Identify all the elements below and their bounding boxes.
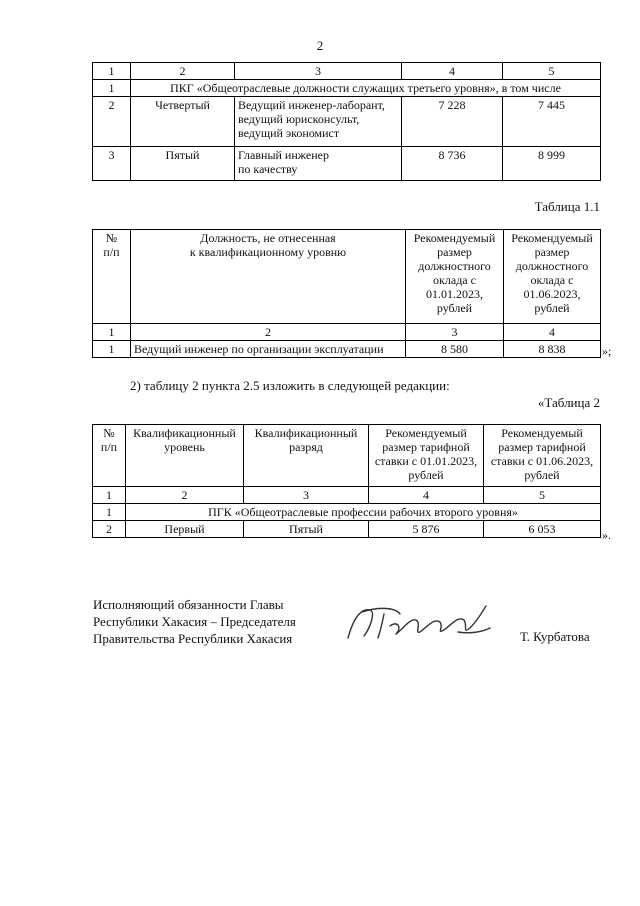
header-salary-jun: Рекомендуемый размер должностного оклада с 01.06.2023, рублей <box>504 230 601 324</box>
salary-value: 8 838 <box>504 341 601 358</box>
table-index-row <box>93 487 601 504</box>
salary-value: 7 445 <box>503 97 601 147</box>
index-cell: 1 <box>93 324 131 341</box>
qualification-level: Четвертый <box>131 97 235 147</box>
header-qualification-grade: Квалификационный разряд <box>244 425 369 487</box>
row-number: 3 <box>93 147 131 181</box>
index-cell: 4 <box>369 487 484 504</box>
header-rate-jun: Рекомендуемый размер тарифной ставки с 01.06.2023, рублей <box>484 425 601 487</box>
page-number: 2 <box>316 38 324 53</box>
index-cell: 1 <box>93 63 131 80</box>
signatory-name: Т. Курбатова <box>520 629 590 644</box>
qualification-grade: Пятый <box>244 521 369 538</box>
table-2 <box>92 424 601 538</box>
header-position: Должность, не отнесенная к квалификационному уровню <box>131 230 406 324</box>
index-cell: 1 <box>93 487 126 504</box>
header-qualification-level: Квалификационный уровень <box>126 425 244 487</box>
header-number: № п/п <box>93 230 131 324</box>
index-cell: 4 <box>504 324 601 341</box>
rate-value: 6 053 <box>484 521 601 538</box>
table-row <box>93 147 601 181</box>
position-name: Ведущий инженер по организации эксплуатации <box>131 341 406 358</box>
salary-value: 8 999 <box>503 147 601 181</box>
table-group-row: 1 ПКГ «Общеотраслевые должности служащих третьего уровня», в том числе <box>93 80 601 97</box>
index-cell: 2 <box>131 324 406 341</box>
row-number: 2 <box>93 521 126 538</box>
index-cell: 4 <box>402 63 503 80</box>
table-row <box>93 97 601 147</box>
row-number: 1 <box>93 341 131 358</box>
table-header-row <box>93 425 601 487</box>
index-cell: 2 <box>131 63 235 80</box>
group-title: ПГК «Общеотраслевые профессии рабочих второго уровня» <box>126 504 601 521</box>
position-name: Ведущий инженер-лаборант, ведущий юрисконсульт, ведущий экономист <box>235 97 402 147</box>
position-name: Главный инженер по качеству <box>235 147 402 181</box>
index-cell: 5 <box>503 63 601 80</box>
table-2-caption: «Таблица 2 <box>537 395 600 410</box>
table-row <box>93 521 601 538</box>
qualification-level: Пятый <box>131 147 235 181</box>
row-number: 2 <box>93 97 131 147</box>
table-2-closing-quote: ». <box>602 528 611 542</box>
salary-value: 8 580 <box>406 341 504 358</box>
table-1-1-closing-quote: »; <box>602 344 612 358</box>
table-1-1 <box>92 229 601 358</box>
table-group-row: 1 ПГК «Общеотраслевые профессии рабочих второго уровня» <box>93 504 601 521</box>
header-salary-jan: Рекомендуемый размер должностного оклада с 01.01.2023, рублей <box>406 230 504 324</box>
handwritten-signature <box>340 598 500 648</box>
table-1-1-caption: Таблица 1.1 <box>534 199 600 214</box>
rate-value: 5 876 <box>369 521 484 538</box>
salary-value: 8 736 <box>402 147 503 181</box>
table-index-row <box>93 63 601 80</box>
table-1-continuation <box>92 62 601 181</box>
index-cell: 3 <box>235 63 402 80</box>
index-cell: 2 <box>126 487 244 504</box>
index-cell: 3 <box>244 487 369 504</box>
table-header-row <box>93 230 601 324</box>
index-cell: 3 <box>406 324 504 341</box>
group-title: ПКГ «Общеотраслевые должности служащих третьего уровня», в том числе <box>131 80 601 97</box>
header-rate-jan: Рекомендуемый размер тарифной ставки с 01.01.2023, рублей <box>369 425 484 487</box>
header-number: № п/п <box>93 425 126 487</box>
signatory-title: Исполняющий обязанности Главы Республики Хакасия – Председателя Правительства Республики Хакасия <box>93 597 296 646</box>
table-row <box>93 341 601 358</box>
index-cell: 5 <box>484 487 601 504</box>
qualification-level: Первый <box>126 521 244 538</box>
salary-value: 7 228 <box>402 97 503 147</box>
amendment-instruction: 2) таблицу 2 пункта 2.5 изложить в следующей редакции: <box>130 378 450 393</box>
table-index-row <box>93 324 601 341</box>
